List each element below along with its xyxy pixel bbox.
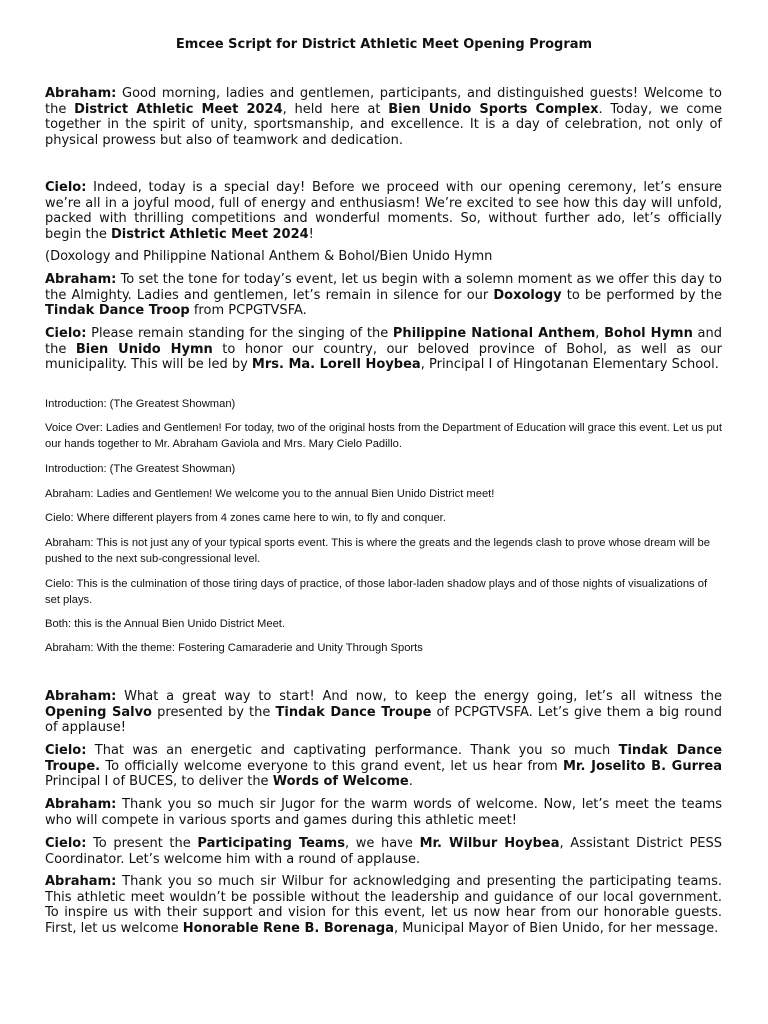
paragraph-abraham-doxology: Abraham: To set the tone for today’s event, let us begin with a solemn moment as we offer this day to the Almighty. Ladies and gentlemen, let’s remain in silence for our Doxology to be performed by the Tindak Dance Troop from PCPGTVSFA. (45, 272, 722, 318)
script-line: Abraham: With the theme: Fostering Camaraderie and Unity Through Sports (45, 642, 423, 654)
speaker-label: Abraham: (45, 272, 117, 287)
speaker-label: Cielo: (45, 836, 87, 851)
script-line: Abraham: This is not just any of your typical sports event. This is where the greats and the legends clash to prove whose dream will be pushed to the next sub-congressional level. (45, 537, 710, 566)
speaker-label: Abraham: (45, 797, 117, 812)
speaker-label: Cielo: (45, 326, 87, 341)
speaker-label: Cielo: (45, 180, 87, 195)
script-line: Voice Over: Ladies and Gentlemen! For today, two of the original hosts from the Department of Education will grace this event. Let us put our hands together to Mr. Abraham Gaviola and Mrs. Mary Cielo Padillo. (45, 422, 722, 451)
paragraph-cielo-intro: Cielo: Indeed, today is a special day! Before we proceed with our opening ceremony, let’s ensure we’re all in a joyful mood, full of energy and enthusiasm! We’re excited to see how this day will unfold, packed with thrilling competitions and wonderful moments. So, without further ado, let’s officially begin the District Athletic Meet 2024! (45, 180, 722, 242)
page-title: Emcee Script for District Athletic Meet Opening Program (175, 37, 593, 52)
paragraph-stage-note: (Doxology and Philippine National Anthem & Bohol/Bien Unido Hymn (45, 249, 493, 264)
speaker-label: Abraham: (45, 689, 117, 704)
paragraph-abraham-welcome: Abraham: Good morning, ladies and gentlemen, participants, and distinguished guests! Welcome to the District Athletic Meet 2024, held here at Bien Unido Sports Complex. Today, we come together in the spirit of unity, sportsmanship, and excellence. It is a day of celebration, not only of physical prowess but also of teamwork and dedication. (45, 86, 723, 148)
paragraph-abraham-guests: Abraham: Thank you so much sir Wilbur for acknowledging and presenting the participating teams. This athletic meet wouldn’t be possible without the leadership and guidance of our local government. To inspire us with their support and vision for this event, let us now hear from our honorable guests. First, let us welcome Honorable Rene B. Borenaga, Municipal Mayor of Bien Unido, for her message. (45, 874, 722, 936)
paragraph-cielo-teams: Cielo: To present the Participating Teams, we have Mr. Wilbur Hoybea, Assistant District PESS Coordinator. Let’s welcome him with a round of applause. (45, 836, 722, 867)
script-line: Both: this is the Annual Bien Unido District Meet. (45, 618, 286, 630)
script-line: Cielo: Where different players from 4 zones came here to win, to fly and conquer. (45, 512, 446, 524)
paragraph-cielo-welcome: Cielo: That was an energetic and captivating performance. Thank you so much Tindak Dance Troupe. To officially welcome everyone to this grand event, let us hear from Mr. Joselito B. Gurrea Principal I of BUCES, to deliver the Words of Welcome. (45, 743, 723, 789)
script-line: Introduction: (The Greatest Showman) (45, 463, 236, 475)
speaker-label: Cielo: (45, 743, 87, 758)
paragraph-abraham-salvo: Abraham: What a great way to start! And now, to keep the energy going, let’s all witness the Opening Salvo presented by the Tindak Dance Troupe of PCPGTVSFA. Let’s give them a big round of applause! (45, 689, 723, 735)
script-line: Introduction: (The Greatest Showman) (45, 398, 236, 410)
speaker-label: Abraham: (45, 874, 117, 889)
paragraph-cielo-anthem: Cielo: Please remain standing for the singing of the Philippine National Anthem, Bohol Hymn and the Bien Unido Hymn to honor our country, our beloved province of Bohol, as well as our municipality. This will be led by Mrs. Ma. Lorell Hoybea, Principal I of Hingotanan Elementary School. (45, 326, 722, 372)
script-line: Cielo: This is the culmination of those tiring days of practice, of those labor-laden shadow plays and of those nights of visualizations of set plays. (45, 578, 708, 607)
speaker-label: Abraham: (45, 86, 117, 101)
paragraph-abraham-teams: Abraham: Thank you so much sir Jugor for the warm words of welcome. Now, let’s meet the teams who will compete in various sports and games during this athletic meet! (45, 797, 722, 828)
script-line: Abraham: Ladies and Gentlemen! We welcome you to the annual Bien Unido District meet! (45, 488, 495, 500)
